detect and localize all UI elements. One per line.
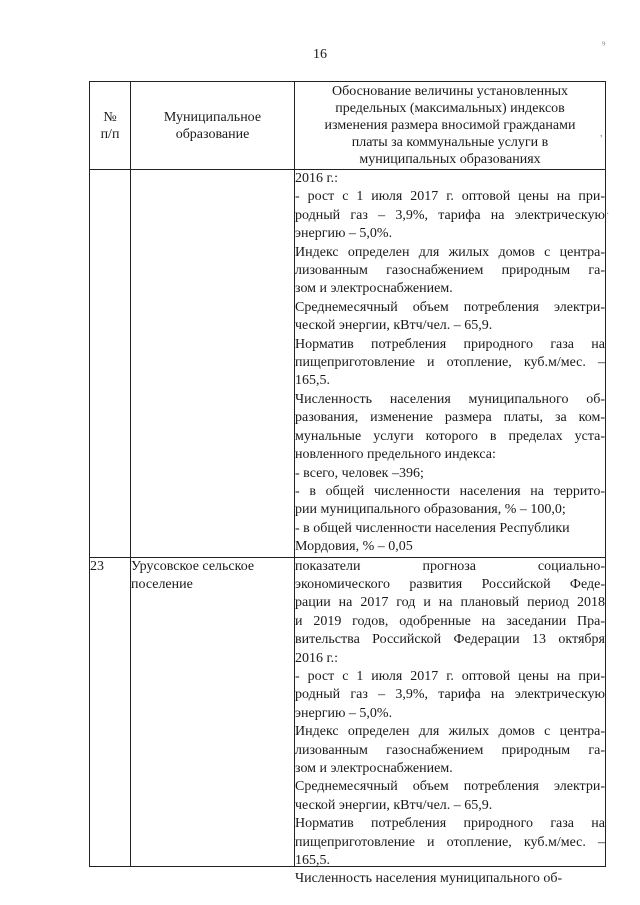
text-line: Норматив потребления природного газа на [295, 336, 605, 352]
text-line: 165,5. [295, 853, 330, 869]
row-justification [295, 557, 606, 887]
text-line: - рост с 1 июля 2017 г. оптовой цены на при- [295, 668, 605, 684]
text-line: Индекс определен для жилых домов с центра- [295, 724, 605, 740]
text-line: Мордовия, % – 0,05 [295, 539, 413, 555]
text-line: пищеприготовление и отопление, куб.м/мес. – [295, 355, 605, 371]
text-line: лизованным газоснабжением природным га- [295, 742, 605, 758]
text-line: родный газ – 3,9%, тарифа на электрическую [295, 687, 605, 703]
text-line: Среднемесячный объем потребления электри- [295, 299, 605, 315]
margin-mark: , [600, 128, 603, 139]
header-justification [295, 82, 606, 170]
margin-mark: ⁹ [602, 40, 606, 51]
margin-mark: · [606, 209, 610, 220]
text-line: 2016 г.: [295, 171, 339, 186]
text-line: рии муниципального образования, % – 100,0; [295, 502, 566, 518]
text-line: Индекс определен для жилых домов с центра- [295, 244, 605, 260]
justification-clip [295, 558, 605, 887]
text-line: - в общей численности населения Республики [295, 520, 570, 536]
row-number [90, 170, 131, 558]
text-line: и 2019 годов, одобренные на заседании Пра- [295, 613, 605, 629]
row-municipality [131, 170, 295, 558]
text-line: - в общей численности населения на террито- [295, 483, 605, 499]
header-justification-text: Обоснование величины установленных предельных (максимальных) индексов изменения размера вносимой гражданами платы за коммунальные услуги в муниципальных образованиях [324, 84, 576, 167]
row-justification [295, 170, 606, 558]
text-line: ческой энергии, кВтч/чел. – 65,9. [295, 797, 493, 813]
text-line: родный газ – 3,9%, тарифа на электрическую [295, 207, 605, 223]
text-line: Численность населения муниципального об- [295, 871, 563, 887]
header-number [90, 82, 131, 170]
table-row [90, 170, 606, 558]
row-municipality: Урусовское сельское поселение [131, 557, 295, 866]
text-line: 2016 г.: [295, 650, 339, 666]
text-line: ческой энергии, кВтч/чел. – 65,9. [295, 318, 493, 334]
text-line: энергию – 5,0%. [295, 226, 393, 242]
text-line: рации на 2017 год и на плановый период 2018 [295, 595, 605, 611]
text-line: 165,5. [295, 373, 330, 389]
text-line: лизованным газоснабжением природным га- [295, 263, 605, 279]
text-line: экономического развития Российской Феде- [295, 576, 605, 592]
text-line: разования, изменение размера платы, за ком- [295, 410, 605, 426]
text-line: - всего, человек –396; [295, 465, 424, 481]
text-line: Норматив потребления природного газа на [295, 816, 605, 832]
text-line: мунальные услуги которого в пределах уста- [295, 428, 605, 444]
header-municipality [131, 82, 295, 170]
text-line: энергию – 5,0%. [295, 705, 393, 721]
text-line: вительства Российской Федерации 13 октября [295, 632, 605, 648]
text-line: зом и электроснабжением. [295, 281, 453, 297]
text-line: пищеприготовление и отопление, куб.м/мес. – [295, 834, 605, 850]
table-header-row [90, 82, 606, 170]
text-line: Среднемесячный объем потребления электри- [295, 779, 605, 795]
header-number-text: № п/п [100, 109, 120, 142]
text-line: новленного предельного индекса: [295, 447, 496, 463]
row-number: 23 [90, 557, 131, 866]
table-row [90, 557, 606, 866]
text-line: Численность населения муниципального об- [295, 391, 605, 407]
indices-table [89, 81, 606, 887]
text-line: - рост с 1 июля 2017 г. оптовой цены на при- [295, 189, 605, 205]
header-municipality-text: Муниципальное образование [163, 109, 262, 142]
text-line: показатели прогноза социально- [295, 558, 605, 574]
text-line: зом и электроснабжением. [295, 761, 453, 776]
page-number: 16 [313, 47, 327, 62]
